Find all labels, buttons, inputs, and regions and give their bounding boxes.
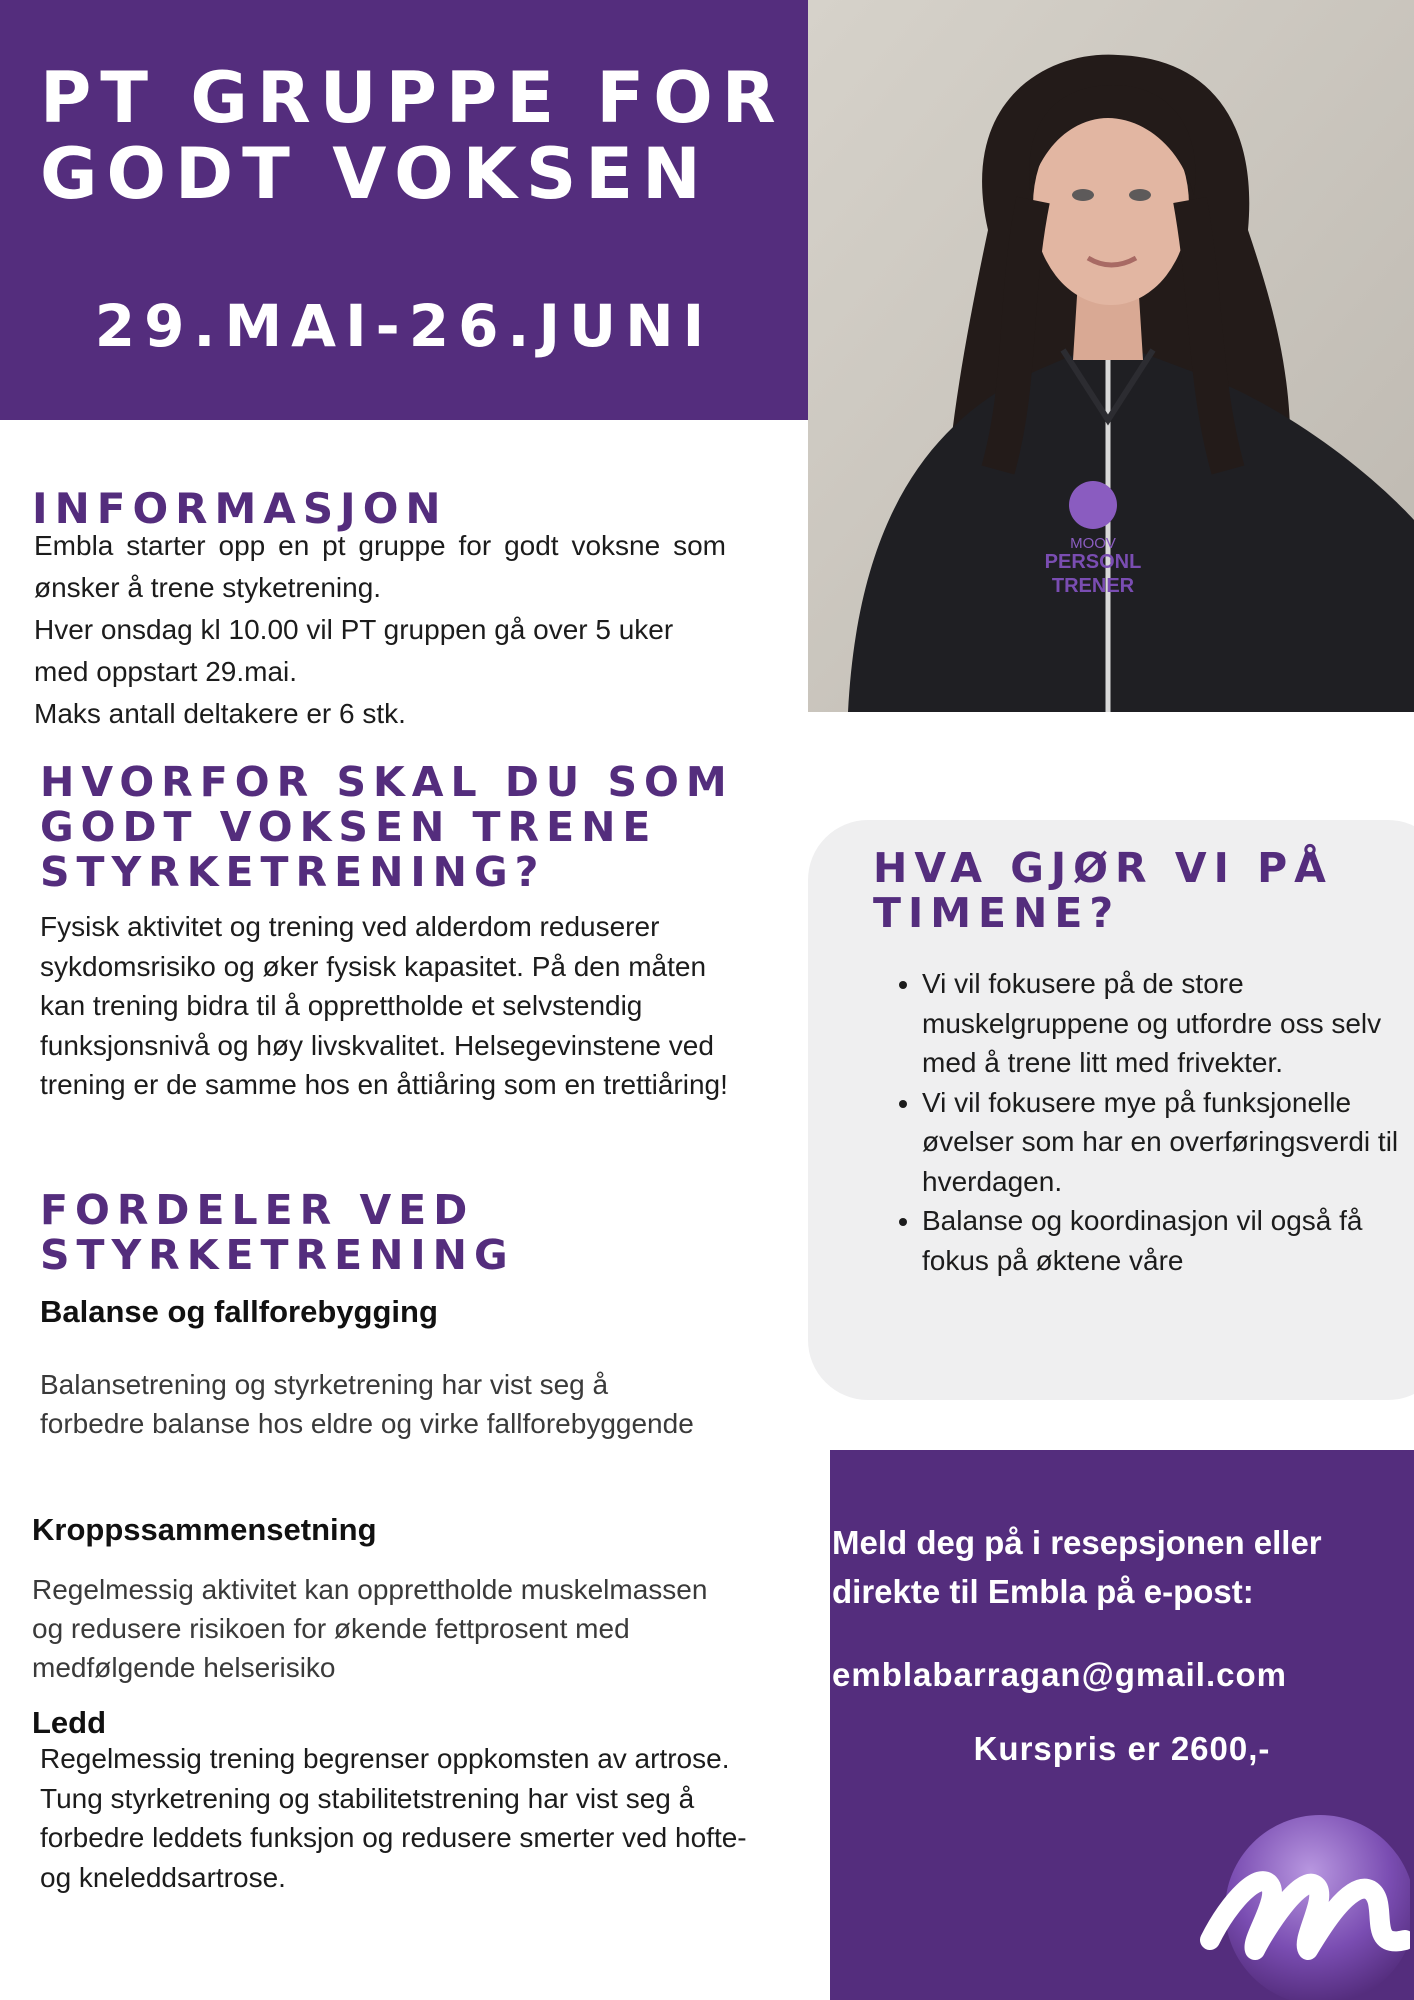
info-line-1: Embla starter opp en pt gruppe for godt voksne som ønsker å trene styketrening.: [34, 530, 726, 603]
page-title: [40, 57, 800, 215]
body-composition-title: Kroppssammensetning: [32, 1512, 377, 1547]
trainer-photo-illustration: [808, 0, 1414, 712]
trainer-photo: [808, 0, 1414, 712]
balance-text: Balansetrening og styrketrening har vist seg å forbedre balanse hos eldre og virke fallforebyggende: [40, 1369, 694, 1439]
page-title-line-2: GODT VOKSEN: [40, 133, 710, 215]
list-item: • Balanse og koordinasjon vil også få fokus på øktene våre: [922, 1201, 1402, 1280]
info-line-3: Maks antall deltakere er 6 stk.: [34, 698, 406, 729]
list-item: • Vi vil fokusere på de store muskelgruppene og utfordre oss selv med å trene litt med frivekter.: [922, 964, 1402, 1083]
moov-logo-icon: [1190, 1790, 1410, 2000]
info-heading: INFORMASJON: [32, 484, 448, 533]
jacket-brand-bottom: TRENER: [1051, 575, 1135, 597]
joints-title: Ledd: [32, 1705, 107, 1740]
info-text: [34, 525, 726, 735]
body-composition-text: Regelmessig aktivitet kan opprettholde muskelmassen og redusere risikoen for økende fettprosent med medfølgende helserisiko: [32, 1574, 708, 1683]
list-item: • Vi vil fokusere mye på funksjonelle øvelser som har en overføringsverdi til hverdagen.: [922, 1083, 1402, 1202]
why-text: Fysisk aktivitet og trening ved alderdom reduserer sykdomsrisiko og øker fysisk kapasitet. På den måten kan trening bidra til å opprettholde et selvstendig funksjonsnivå og høy livskvalitet. Helsegevinstene ved trening er de samme hos en åttiåring som en trettiåring!: [40, 911, 728, 1100]
why-heading: HVORFOR SKAL DU SOM GODT VOKSEN TRENE STYRKETRENING?: [40, 758, 734, 896]
signup-email: emblabarragan@gmail.com: [832, 1656, 1287, 1693]
course-dates: 29.MAI-26.JUNI: [94, 292, 714, 360]
activities-heading: HVA GJØR VI PÅ TIMENE?: [873, 844, 1333, 937]
jacket-brand-mid: PERSONL: [1044, 551, 1142, 573]
balance-title: Balanse og fallforebygging: [40, 1294, 438, 1329]
info-line-2: Hver onsdag kl 10.00 vil PT gruppen gå over 5 uker med oppstart 29.mai.: [34, 614, 674, 687]
activities-list: [880, 964, 1402, 1280]
joints-text: Regelmessig trening begrenser oppkomsten av artrose. Tung styrketrening og stabilitetstrening har vist seg å forbedre leddets funksjon og redusere smerter ved hofte- og kneleddsartrose.: [40, 1743, 747, 1893]
jacket-brand-top: MOOV: [1070, 535, 1116, 552]
course-price: Kurspris er 2600,-: [973, 1730, 1271, 1767]
page-title-line-1: PT GRUPPE FOR: [40, 57, 785, 139]
benefits-heading: FORDELER VED STYRKETRENING: [40, 1186, 515, 1279]
signup-text: Meld deg på i resepsjonen eller direkte til Embla på e-post:: [832, 1524, 1322, 1610]
